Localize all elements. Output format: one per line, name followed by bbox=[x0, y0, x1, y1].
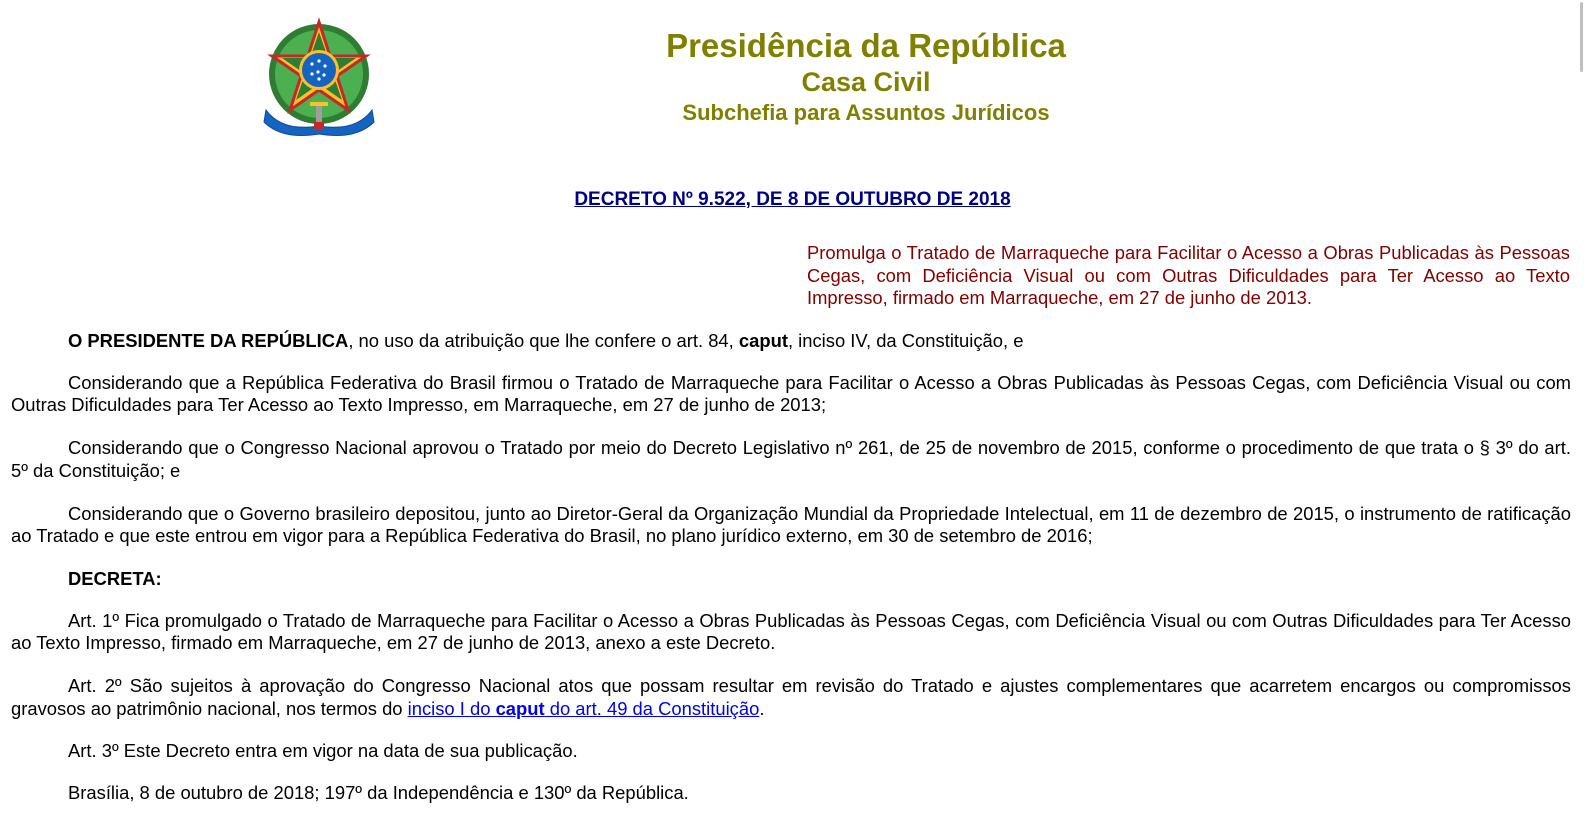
header bbox=[0, 0, 1585, 150]
considerando-2: Considerando que o Congresso Nacional aprovou o Tratado por meio do Decreto Legislativo nº 261, de 25 de novembro de 2015, conforme o procedimento de que trata o § 3º do art. 5º da Constituição; e bbox=[11, 437, 1571, 481]
decree-ementa: Promulga o Tratado de Marraqueche para Facilitar o Acesso a Obras Publicadas às Pessoas Cegas, com Deficiência Visual ou com Outras Dificuldades para Ter Acesso ao Texto Impresso, firmado em Marraqueche, em 27 de junho de 2013. bbox=[807, 242, 1570, 309]
preamble-bold: O PRESIDENTE DA REPÚBLICA bbox=[68, 330, 349, 351]
article-2-end: . bbox=[759, 697, 765, 719]
decreta-label: DECRETA: bbox=[68, 567, 162, 589]
decree-title-link[interactable]: DECRETO Nº 9.522, DE 8 DE OUTUBRO DE 2018 bbox=[574, 189, 1011, 210]
considerando-1: Considerando que a República Federativa do Brasil firmou o Tratado de Marraqueche para Facilitar o Acesso a Obras Publicadas às Pessoas Cegas, com Deficiência Visual ou com Outras Dificuldades para Ter Acesso ao Texto Impresso, em Marraqueche, em 27 de junho de 2013; bbox=[11, 371, 1571, 416]
decree-title bbox=[0, 188, 1585, 212]
page-subsubtitle: Subchefia para Assuntos Jurídicos bbox=[682, 100, 1050, 125]
decree-body bbox=[11, 330, 1571, 817]
link-text-b: do art. 49 da Constituição bbox=[544, 697, 760, 719]
preamble-text-b: , inciso IV, da Constituição, e bbox=[787, 330, 1024, 351]
scrollbar-thumb[interactable] bbox=[1580, 2, 1583, 72]
article-2 bbox=[11, 675, 1571, 720]
article-3: Art. 3º Este Decreto entra em vigor na data de sua publicação. bbox=[68, 740, 578, 762]
preamble-caput: caput bbox=[738, 330, 788, 351]
vertical-scrollbar[interactable] bbox=[1573, 0, 1585, 817]
decreta-heading bbox=[11, 568, 1571, 591]
preamble-text-a: , no uso da atribuição que lhe confere o art. 84, bbox=[348, 330, 739, 351]
page-title: Presidência da República bbox=[666, 27, 1066, 64]
considerando-3: Considerando que o Governo brasileiro depositou, junto ao Diretor-Geral da Organização Mundial da Propriedade Intelectual, em 11 de dezembro de 2015, o instrumento de ratificação ao Tratado e que este entrou em vigor para a República Federativa do Brasil, no plano jurídico externo, em 30 de setembro de 2016; bbox=[11, 502, 1571, 547]
closing-date: Brasília, 8 de outubro de 2018; 197º da Independência e 130º da República. bbox=[68, 782, 689, 804]
page-subtitle: Casa Civil bbox=[801, 67, 931, 97]
constitution-art49-link[interactable] bbox=[408, 698, 760, 719]
link-text-a: inciso I do bbox=[407, 697, 496, 719]
preamble bbox=[11, 330, 1571, 353]
article-1: Art. 1º Fica promulgado o Tratado de Marraqueche para Facilitar o Acesso a Obras Publicadas às Pessoas Cegas, com Deficiência Visual ou com Outras Dificuldades para Ter Acesso ao Texto Impresso, firmado em Marraqueche, em 27 de junho de 2013, anexo a este Decreto. bbox=[11, 609, 1571, 654]
header-titles bbox=[556, 26, 1176, 128]
brazil-coat-of-arms-icon bbox=[262, 14, 376, 140]
article-2-text: Art. 2º São sujeitos à aprovação do Congresso Nacional atos que possam resultar em revisão do Tratado e ajustes complementares que acarretem encargos ou compromissos gravosos ao patrimônio nacional, nos termos do bbox=[11, 675, 1571, 719]
link-caput: caput bbox=[495, 697, 545, 719]
